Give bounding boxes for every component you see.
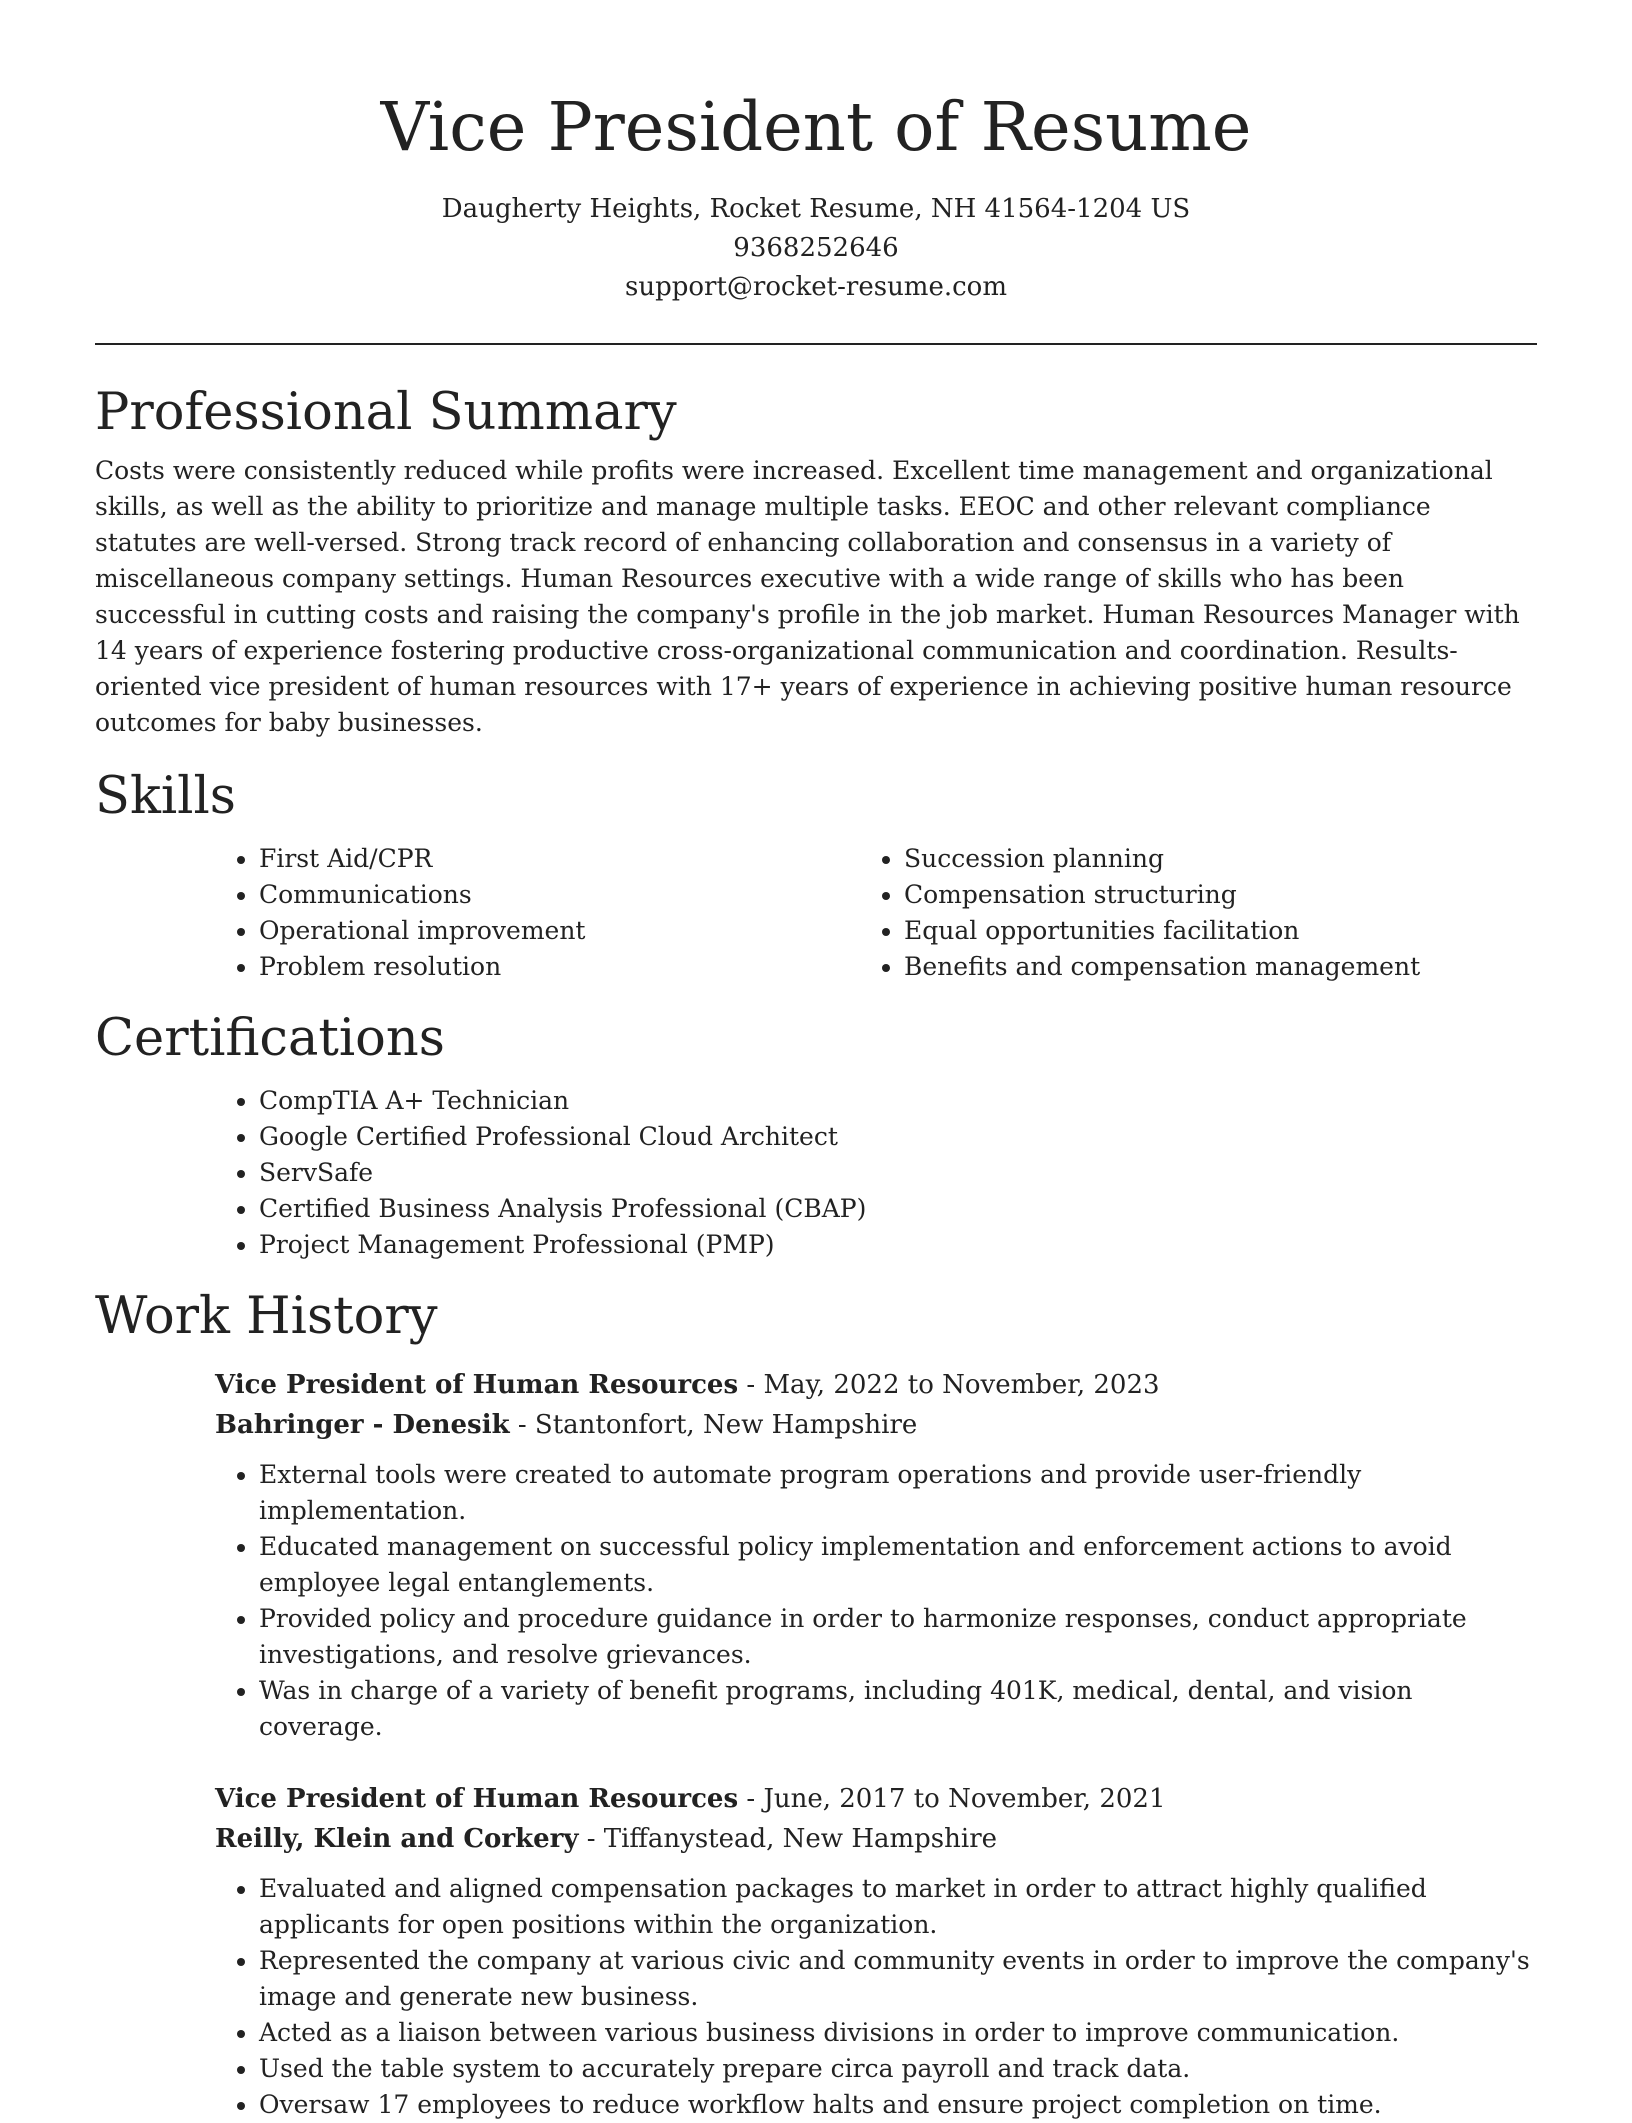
company-name: Reilly, Klein and Corkery — [215, 1824, 579, 1854]
job-location: - Tiffanystead, New Hampshire — [578, 1824, 998, 1854]
certification-item: • Certified Business Analysis Professional (CBAP) — [259, 1191, 1537, 1227]
certification-item: • CompTIA A+ Technician — [259, 1083, 1537, 1119]
certification-item: • Project Management Professional (PMP) — [259, 1227, 1537, 1263]
email-address: support@rocket-resume.com — [624, 272, 1007, 302]
skill-item: • First Aid/CPR — [259, 841, 860, 877]
job-bullet: • Acted as a liaison between various business divisions in order to improve communication. — [259, 2015, 1537, 2051]
job-bullets — [215, 1457, 1537, 1745]
job-dates: - June, 2017 to November, 2021 — [738, 1784, 1166, 1814]
job-bullet: • Oversaw 17 employees to reduce workflow halts and ensure project completion on time. — [259, 2087, 1537, 2123]
job-entry — [215, 1779, 1537, 2123]
skill-item: • Equal opportunities facilitation — [904, 913, 1537, 949]
address: Daugherty Heights, Rocket Resume, NH 41564-1204 US — [441, 194, 1191, 224]
resume-header — [95, 0, 1537, 307]
skills-list-right — [860, 841, 1537, 985]
section-title-work-history: Work History — [95, 1287, 438, 1346]
job-company-line — [215, 1405, 1537, 1445]
section-title-summary: Professional Summary — [95, 383, 677, 442]
job-bullet: • Provided policy and procedure guidance in order to harmonize responses, conduct appropriate investigations, and resolve grievances. — [259, 1601, 1537, 1673]
skill-item: • Benefits and compensation management — [904, 949, 1537, 985]
job-bullet: • Was in charge of a variety of benefit programs, including 401K, medical, dental, and vision coverage. — [259, 1673, 1537, 1745]
job-location: - Stantonfort, New Hampshire — [509, 1410, 918, 1440]
professional-summary-section — [95, 381, 1537, 741]
job-dates: - May, 2022 to November, 2023 — [738, 1370, 1160, 1400]
skills-section — [95, 765, 1537, 985]
job-title: Vice President of Human Resources — [215, 1370, 739, 1400]
job-entry — [215, 1365, 1537, 1745]
work-history-section — [95, 1285, 1537, 2123]
skill-item: • Compensation structuring — [904, 877, 1537, 913]
certification-item: • Google Certified Professional Cloud Architect — [259, 1119, 1537, 1155]
job-title-line — [215, 1779, 1537, 1819]
skill-item: • Succession planning — [904, 841, 1537, 877]
skill-item: • Communications — [259, 877, 860, 913]
job-bullet: • Educated management on successful policy implementation and enforcement actions to avoid employee legal entanglements. — [259, 1529, 1537, 1601]
job-bullet: • External tools were created to automate program operations and provide user-friendly implementation. — [259, 1457, 1537, 1529]
company-name: Bahringer - Denesik — [215, 1410, 510, 1440]
phone-number: 9368252646 — [733, 233, 899, 263]
job-company-line — [215, 1819, 1537, 1859]
job-bullet: • Evaluated and aligned compensation packages to market in order to attract highly qualified applicants for open positions within the organization. — [259, 1871, 1537, 1943]
job-title-line — [215, 1365, 1537, 1405]
certifications-section — [95, 1007, 1537, 1263]
certification-item: • ServSafe — [259, 1155, 1537, 1191]
candidate-name: Vice President of Resume — [380, 88, 1252, 166]
section-title-certifications: Certifications — [95, 1009, 445, 1068]
summary-text: Costs were consistently reduced while profits were increased. Excellent time management and organizational skills, as well as the ability to prioritize and manage multiple tasks. EEOC and other relevant compliance statutes are well-versed. Strong track record of enhancing collaboration and consensus in a variety of miscellaneous company settings. Human Resources executive with a wide range of skills who has been successful in cutting costs and raising the company's profile in the job market. Human Resources Manager with 14 years of experience fostering productive cross-organizational communication and coordination. Results-oriented vice president of human resources with 17+ years of experience in achieving positive human resource outcomes for baby businesses. — [95, 456, 1520, 737]
header-divider — [95, 343, 1537, 345]
job-bullet: • Used the table system to accurately prepare circa payroll and track data. — [259, 2051, 1537, 2087]
skills-grid — [215, 841, 1537, 985]
certifications-list — [215, 1083, 1537, 1263]
skill-item: • Problem resolution — [259, 949, 860, 985]
job-title: Vice President of Human Resources — [215, 1784, 739, 1814]
skills-list-left — [215, 841, 860, 985]
job-bullet: • Represented the company at various civic and community events in order to improve the company's image and generate new business. — [259, 1943, 1537, 2015]
section-title-skills: Skills — [95, 767, 236, 826]
job-bullets — [215, 1871, 1537, 2123]
skill-item: • Operational improvement — [259, 913, 860, 949]
